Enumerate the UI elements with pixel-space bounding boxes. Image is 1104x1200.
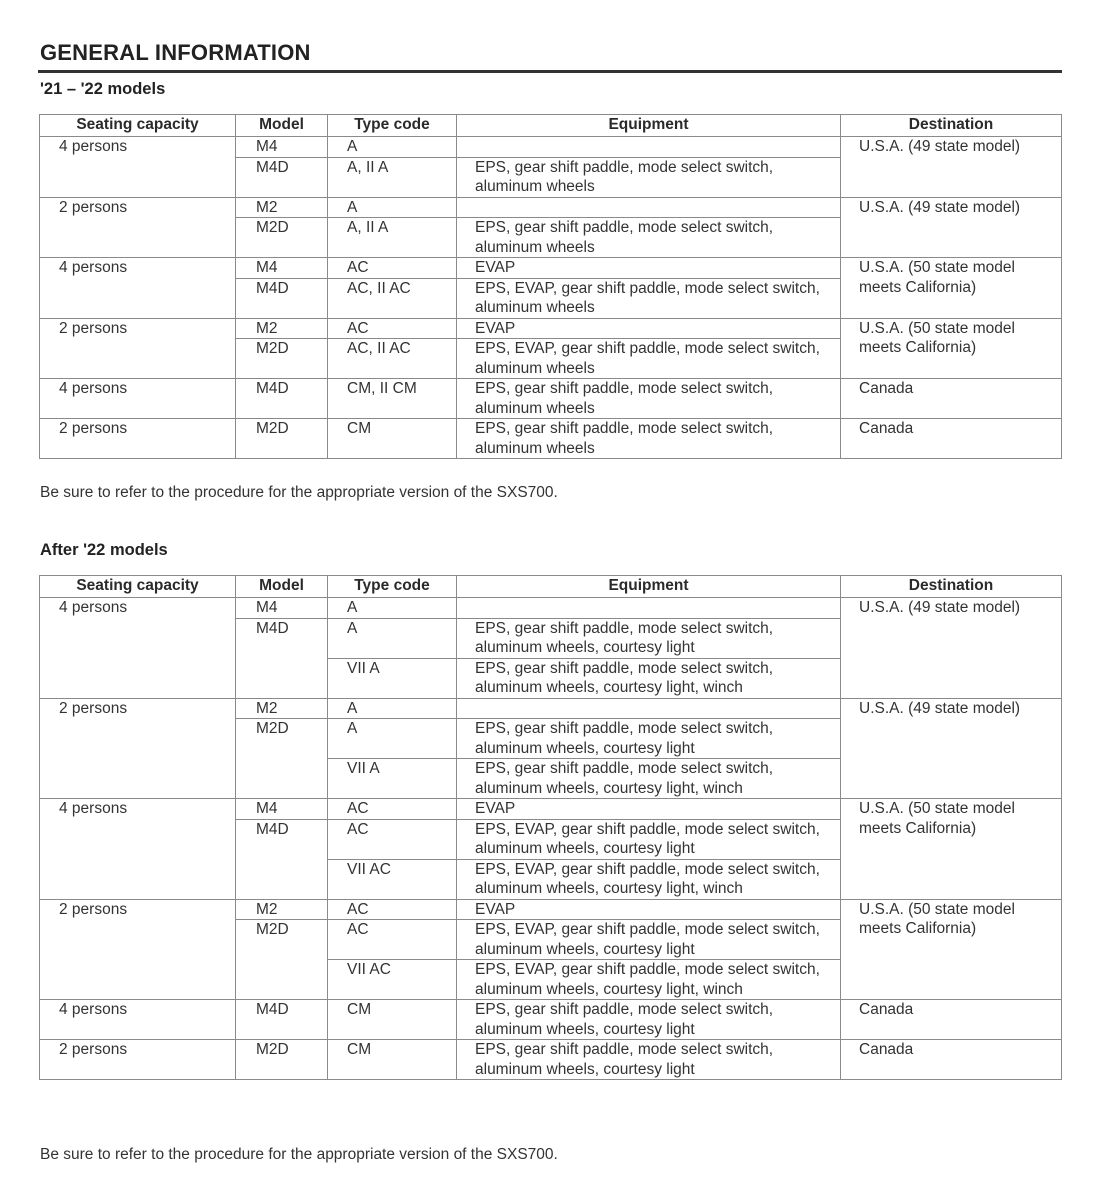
- equipment-cell: EPS, EVAP, gear shift paddle, mode select switch, aluminum wheels, courtesy light, winch: [457, 859, 841, 899]
- type-code-cell: A, II A: [328, 157, 457, 197]
- equipment-cell: EVAP: [457, 318, 841, 339]
- title-divider: [38, 70, 1062, 73]
- equipment-cell: EPS, gear shift paddle, mode select switch, aluminum wheels, courtesy light: [457, 1040, 841, 1080]
- note-after-22: Be sure to refer to the procedure for the appropriate version of the SXS700.: [40, 1146, 558, 1163]
- type-code-cell: AC: [328, 258, 457, 279]
- destination-cell: Canada: [841, 1000, 1062, 1040]
- seating-capacity-cell: 2 persons: [40, 899, 236, 1000]
- equipment-cell: [457, 698, 841, 719]
- model-cell: M2: [236, 899, 328, 920]
- table-row: [40, 799, 1062, 820]
- table-row: [40, 899, 1062, 920]
- destination-cell: Canada: [841, 419, 1062, 459]
- equipment-cell: EPS, EVAP, gear shift paddle, mode select switch, aluminum wheels: [457, 339, 841, 379]
- section-label-after-22: After '22 models: [40, 541, 168, 559]
- table-row: [40, 137, 1062, 158]
- equipment-cell: [457, 137, 841, 158]
- model-cell: M4D: [236, 379, 328, 419]
- table-row: [40, 419, 1062, 459]
- destination-cell: U.S.A. (50 state model meets California): [841, 899, 1062, 1000]
- seating-capacity-cell: 2 persons: [40, 1040, 236, 1080]
- seating-capacity-cell: 4 persons: [40, 598, 236, 699]
- header-destination: Destination: [841, 576, 1062, 598]
- type-code-cell: A, II A: [328, 218, 457, 258]
- seating-capacity-cell: 4 persons: [40, 1000, 236, 1040]
- type-code-cell: AC: [328, 819, 457, 859]
- model-cell: M4: [236, 137, 328, 158]
- model-cell: M2D: [236, 218, 328, 258]
- table-header-row: [40, 115, 1062, 137]
- model-cell: M2D: [236, 719, 328, 799]
- table-row: [40, 197, 1062, 218]
- destination-cell: U.S.A. (49 state model): [841, 598, 1062, 699]
- model-cell: M4D: [236, 1000, 328, 1040]
- type-code-cell: VII A: [328, 658, 457, 698]
- equipment-cell: EPS, EVAP, gear shift paddle, mode select switch, aluminum wheels, courtesy light, winch: [457, 960, 841, 1000]
- equipment-cell: EPS, gear shift paddle, mode select switch, aluminum wheels: [457, 218, 841, 258]
- type-code-cell: AC: [328, 899, 457, 920]
- table-row: [40, 258, 1062, 279]
- type-code-cell: AC, II AC: [328, 339, 457, 379]
- note-21-22: Be sure to refer to the procedure for the appropriate version of the SXS700.: [40, 484, 558, 501]
- model-cell: M2: [236, 698, 328, 719]
- equipment-cell: [457, 598, 841, 619]
- model-cell: M2D: [236, 339, 328, 379]
- destination-cell: U.S.A. (49 state model): [841, 698, 1062, 799]
- type-code-cell: AC: [328, 920, 457, 960]
- destination-cell: Canada: [841, 379, 1062, 419]
- section-label-21-22: '21 – '22 models: [40, 80, 166, 98]
- equipment-cell: EPS, gear shift paddle, mode select switch, aluminum wheels: [457, 379, 841, 419]
- type-code-cell: AC, II AC: [328, 278, 457, 318]
- table-row: [40, 318, 1062, 339]
- equipment-cell: EPS, gear shift paddle, mode select switch, aluminum wheels, courtesy light: [457, 719, 841, 759]
- type-code-cell: A: [328, 137, 457, 158]
- equipment-cell: EPS, gear shift paddle, mode select switch, aluminum wheels, courtesy light: [457, 1000, 841, 1040]
- equipment-cell: EPS, gear shift paddle, mode select switch, aluminum wheels, courtesy light, winch: [457, 759, 841, 799]
- table-row: [40, 1000, 1062, 1040]
- destination-cell: U.S.A. (49 state model): [841, 197, 1062, 258]
- equipment-cell: EPS, EVAP, gear shift paddle, mode select switch, aluminum wheels, courtesy light: [457, 920, 841, 960]
- equipment-cell: EVAP: [457, 799, 841, 820]
- equipment-cell: EPS, EVAP, gear shift paddle, mode select switch, aluminum wheels, courtesy light: [457, 819, 841, 859]
- model-cell: M4D: [236, 157, 328, 197]
- spec-table-after-22: [39, 575, 1062, 1080]
- type-code-cell: CM: [328, 1040, 457, 1080]
- equipment-cell: EVAP: [457, 258, 841, 279]
- equipment-cell: EPS, gear shift paddle, mode select switch, aluminum wheels, courtesy light: [457, 618, 841, 658]
- header-model: Model: [236, 115, 328, 137]
- seating-capacity-cell: 2 persons: [40, 419, 236, 459]
- header-type-code: Type code: [328, 115, 457, 137]
- seating-capacity-cell: 2 persons: [40, 318, 236, 379]
- table-row: [40, 1040, 1062, 1080]
- model-cell: M4D: [236, 618, 328, 698]
- table-header-row: [40, 576, 1062, 598]
- header-seating-capacity: Seating capacity: [40, 576, 236, 598]
- model-cell: M2D: [236, 920, 328, 1000]
- table-row: [40, 698, 1062, 719]
- type-code-cell: AC: [328, 318, 457, 339]
- page-title: GENERAL INFORMATION: [40, 40, 311, 65]
- type-code-cell: VII AC: [328, 960, 457, 1000]
- table-row: [40, 598, 1062, 619]
- header-destination: Destination: [841, 115, 1062, 137]
- model-cell: M4: [236, 799, 328, 820]
- table-row: [40, 379, 1062, 419]
- type-code-cell: A: [328, 197, 457, 218]
- spec-table-21-22: [39, 114, 1062, 459]
- model-cell: M2: [236, 318, 328, 339]
- model-cell: M4D: [236, 278, 328, 318]
- type-code-cell: A: [328, 719, 457, 759]
- model-cell: M2D: [236, 1040, 328, 1080]
- destination-cell: Canada: [841, 1040, 1062, 1080]
- equipment-cell: EPS, EVAP, gear shift paddle, mode select switch, aluminum wheels: [457, 278, 841, 318]
- type-code-cell: AC: [328, 799, 457, 820]
- header-equipment: Equipment: [457, 115, 841, 137]
- seating-capacity-cell: 4 persons: [40, 137, 236, 198]
- equipment-cell: EPS, gear shift paddle, mode select switch, aluminum wheels: [457, 157, 841, 197]
- model-cell: M4D: [236, 819, 328, 899]
- model-cell: M2: [236, 197, 328, 218]
- seating-capacity-cell: 2 persons: [40, 698, 236, 799]
- model-cell: M4: [236, 598, 328, 619]
- type-code-cell: CM, II CM: [328, 379, 457, 419]
- type-code-cell: A: [328, 618, 457, 658]
- destination-cell: U.S.A. (50 state model meets California): [841, 799, 1062, 900]
- seating-capacity-cell: 4 persons: [40, 799, 236, 900]
- seating-capacity-cell: 2 persons: [40, 197, 236, 258]
- equipment-cell: EPS, gear shift paddle, mode select switch, aluminum wheels, courtesy light, winch: [457, 658, 841, 698]
- type-code-cell: CM: [328, 1000, 457, 1040]
- type-code-cell: A: [328, 698, 457, 719]
- model-cell: M2D: [236, 419, 328, 459]
- model-cell: M4: [236, 258, 328, 279]
- destination-cell: U.S.A. (50 state model meets California): [841, 318, 1062, 379]
- header-equipment: Equipment: [457, 576, 841, 598]
- equipment-cell: EVAP: [457, 899, 841, 920]
- seating-capacity-cell: 4 persons: [40, 258, 236, 319]
- type-code-cell: A: [328, 598, 457, 619]
- equipment-cell: [457, 197, 841, 218]
- header-type-code: Type code: [328, 576, 457, 598]
- destination-cell: U.S.A. (50 state model meets California): [841, 258, 1062, 319]
- type-code-cell: VII A: [328, 759, 457, 799]
- header-model: Model: [236, 576, 328, 598]
- type-code-cell: CM: [328, 419, 457, 459]
- header-seating-capacity: Seating capacity: [40, 115, 236, 137]
- type-code-cell: VII AC: [328, 859, 457, 899]
- seating-capacity-cell: 4 persons: [40, 379, 236, 419]
- destination-cell: U.S.A. (49 state model): [841, 137, 1062, 198]
- equipment-cell: EPS, gear shift paddle, mode select switch, aluminum wheels: [457, 419, 841, 459]
